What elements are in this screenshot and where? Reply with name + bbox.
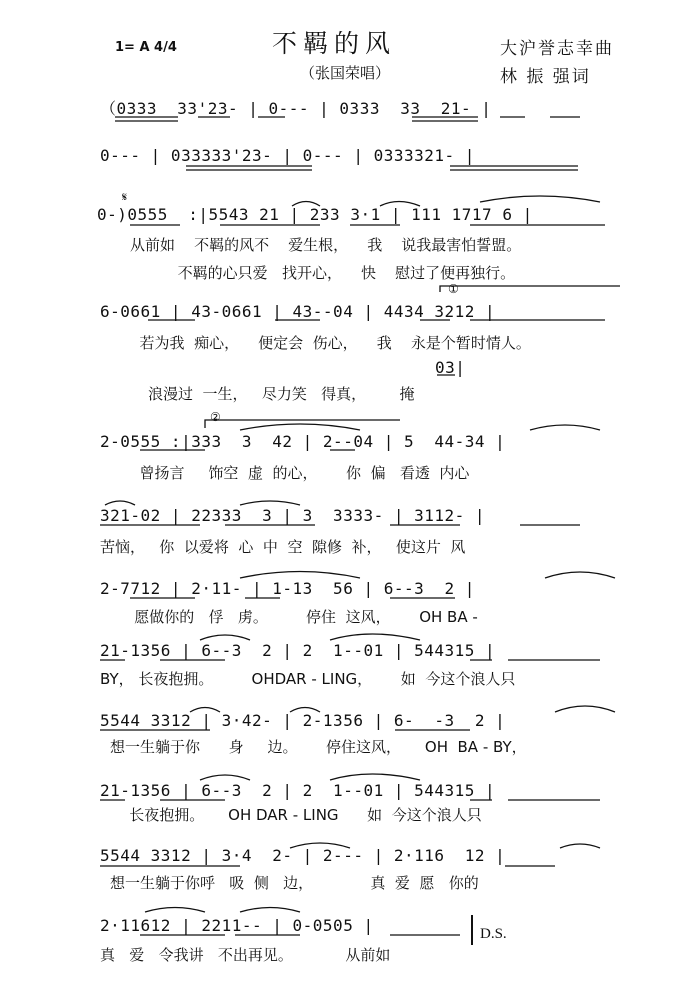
- notation-row-5: 03|: [435, 358, 466, 377]
- notation-row-2: 0--- | 033333'23- | 0--- | 0333321- |: [100, 146, 475, 165]
- key-signature: 1= A 4/4: [115, 40, 177, 55]
- notation-row-10: 5544 3312 | 3·42- | 2-1356 | 6- -3 2 |: [100, 711, 506, 730]
- notation-row-9: 21-1356 | 6--3 2 | 2 1--01 | 544315 |: [100, 641, 496, 660]
- notation-row-11: 21-1356 | 6--3 2 | 2 1--01 | 544315 |: [100, 781, 496, 800]
- lyrics-row-13: 真 爱 令我讲 不出再见。 从前如: [100, 946, 391, 964]
- notation-row-13: 2·11612 | 2211-- | 0-0505 |: [100, 916, 374, 935]
- lyrics-row-3-verse-2: 不羁的心只爱 找开心， 快 慰过了便再独行。: [130, 264, 516, 282]
- segno-sign: 𝄋: [122, 190, 128, 204]
- dal-segno-marker: D.S.: [480, 926, 507, 942]
- composer-credit: 大沪誉志幸曲: [500, 39, 614, 59]
- notation-row-4: 6-0661 | 43-0661 | 43--04 | 4434 3212 |: [100, 302, 496, 321]
- lyrics-row-11: 长夜抱拥。 OH DAR - LING 如 今这个浪人只: [115, 806, 482, 824]
- notation-row-1: （0333 33'23- | 0--- | 0333 33 21- |: [100, 99, 492, 118]
- notation-row-12: 5544 3312 | 3·4 2- | 2--- | 2·116 12 |: [100, 846, 506, 865]
- lyrics-row-7: 苦恼， 你 以爱将 心 中 空 隙修 补， 使这片 风: [100, 538, 466, 556]
- lyrics-row-9: BY， 长夜抱拥。 OHDAR - LING， 如 今这个浪人只: [100, 670, 516, 688]
- song-title: 不羁的风: [272, 29, 397, 58]
- lyrics-row-4: 若为我 痴心， 便定会 伤心， 我 永是个暂时情人。: [130, 334, 531, 352]
- notation-row-6: 2-0555 :|333 3 42 | 2--04 | 5 44-34 |: [100, 432, 506, 451]
- lyrics-row-10: 想一生躺于你 身 边。 停住这风， OH BA - BY，: [110, 738, 527, 756]
- lyrics-row-12: 想一生躺于你呼 吸 侧 边， 真 爱 愿 你的: [110, 874, 479, 892]
- notation-row-3: 0-)0555 :|5543 21 | 233 3·1 | 111 1717 6 |: [97, 205, 533, 224]
- lyrics-row-8: 愿做你的 俘 虏。 停住 这风， OH BA -: [120, 608, 478, 626]
- lyricist-credit: 林 振 强词: [500, 67, 591, 87]
- lyrics-row-5: 浪漫过 一生， 尽力笑 得真， 掩: [148, 385, 415, 403]
- lyrics-row-3-verse-1: 从前如 不羁的风不 爱生根， 我 说我最害怕誓盟。: [130, 236, 522, 254]
- singer-credit: （张国荣唱）: [300, 64, 391, 82]
- notation-row-7: 321-02 | 22333 3 | 3 3333- | 3112- |: [100, 506, 486, 525]
- volta-1-marker: ①: [448, 282, 459, 296]
- notation-row-8: 2-7712 | 2·11- | 1-13 56 | 6--3 2 |: [100, 579, 475, 598]
- volta-2-marker: ②: [210, 410, 221, 424]
- lyrics-row-6: 曾扬言 饰空 虚 的心， 你 偏 看透 内心: [130, 464, 470, 482]
